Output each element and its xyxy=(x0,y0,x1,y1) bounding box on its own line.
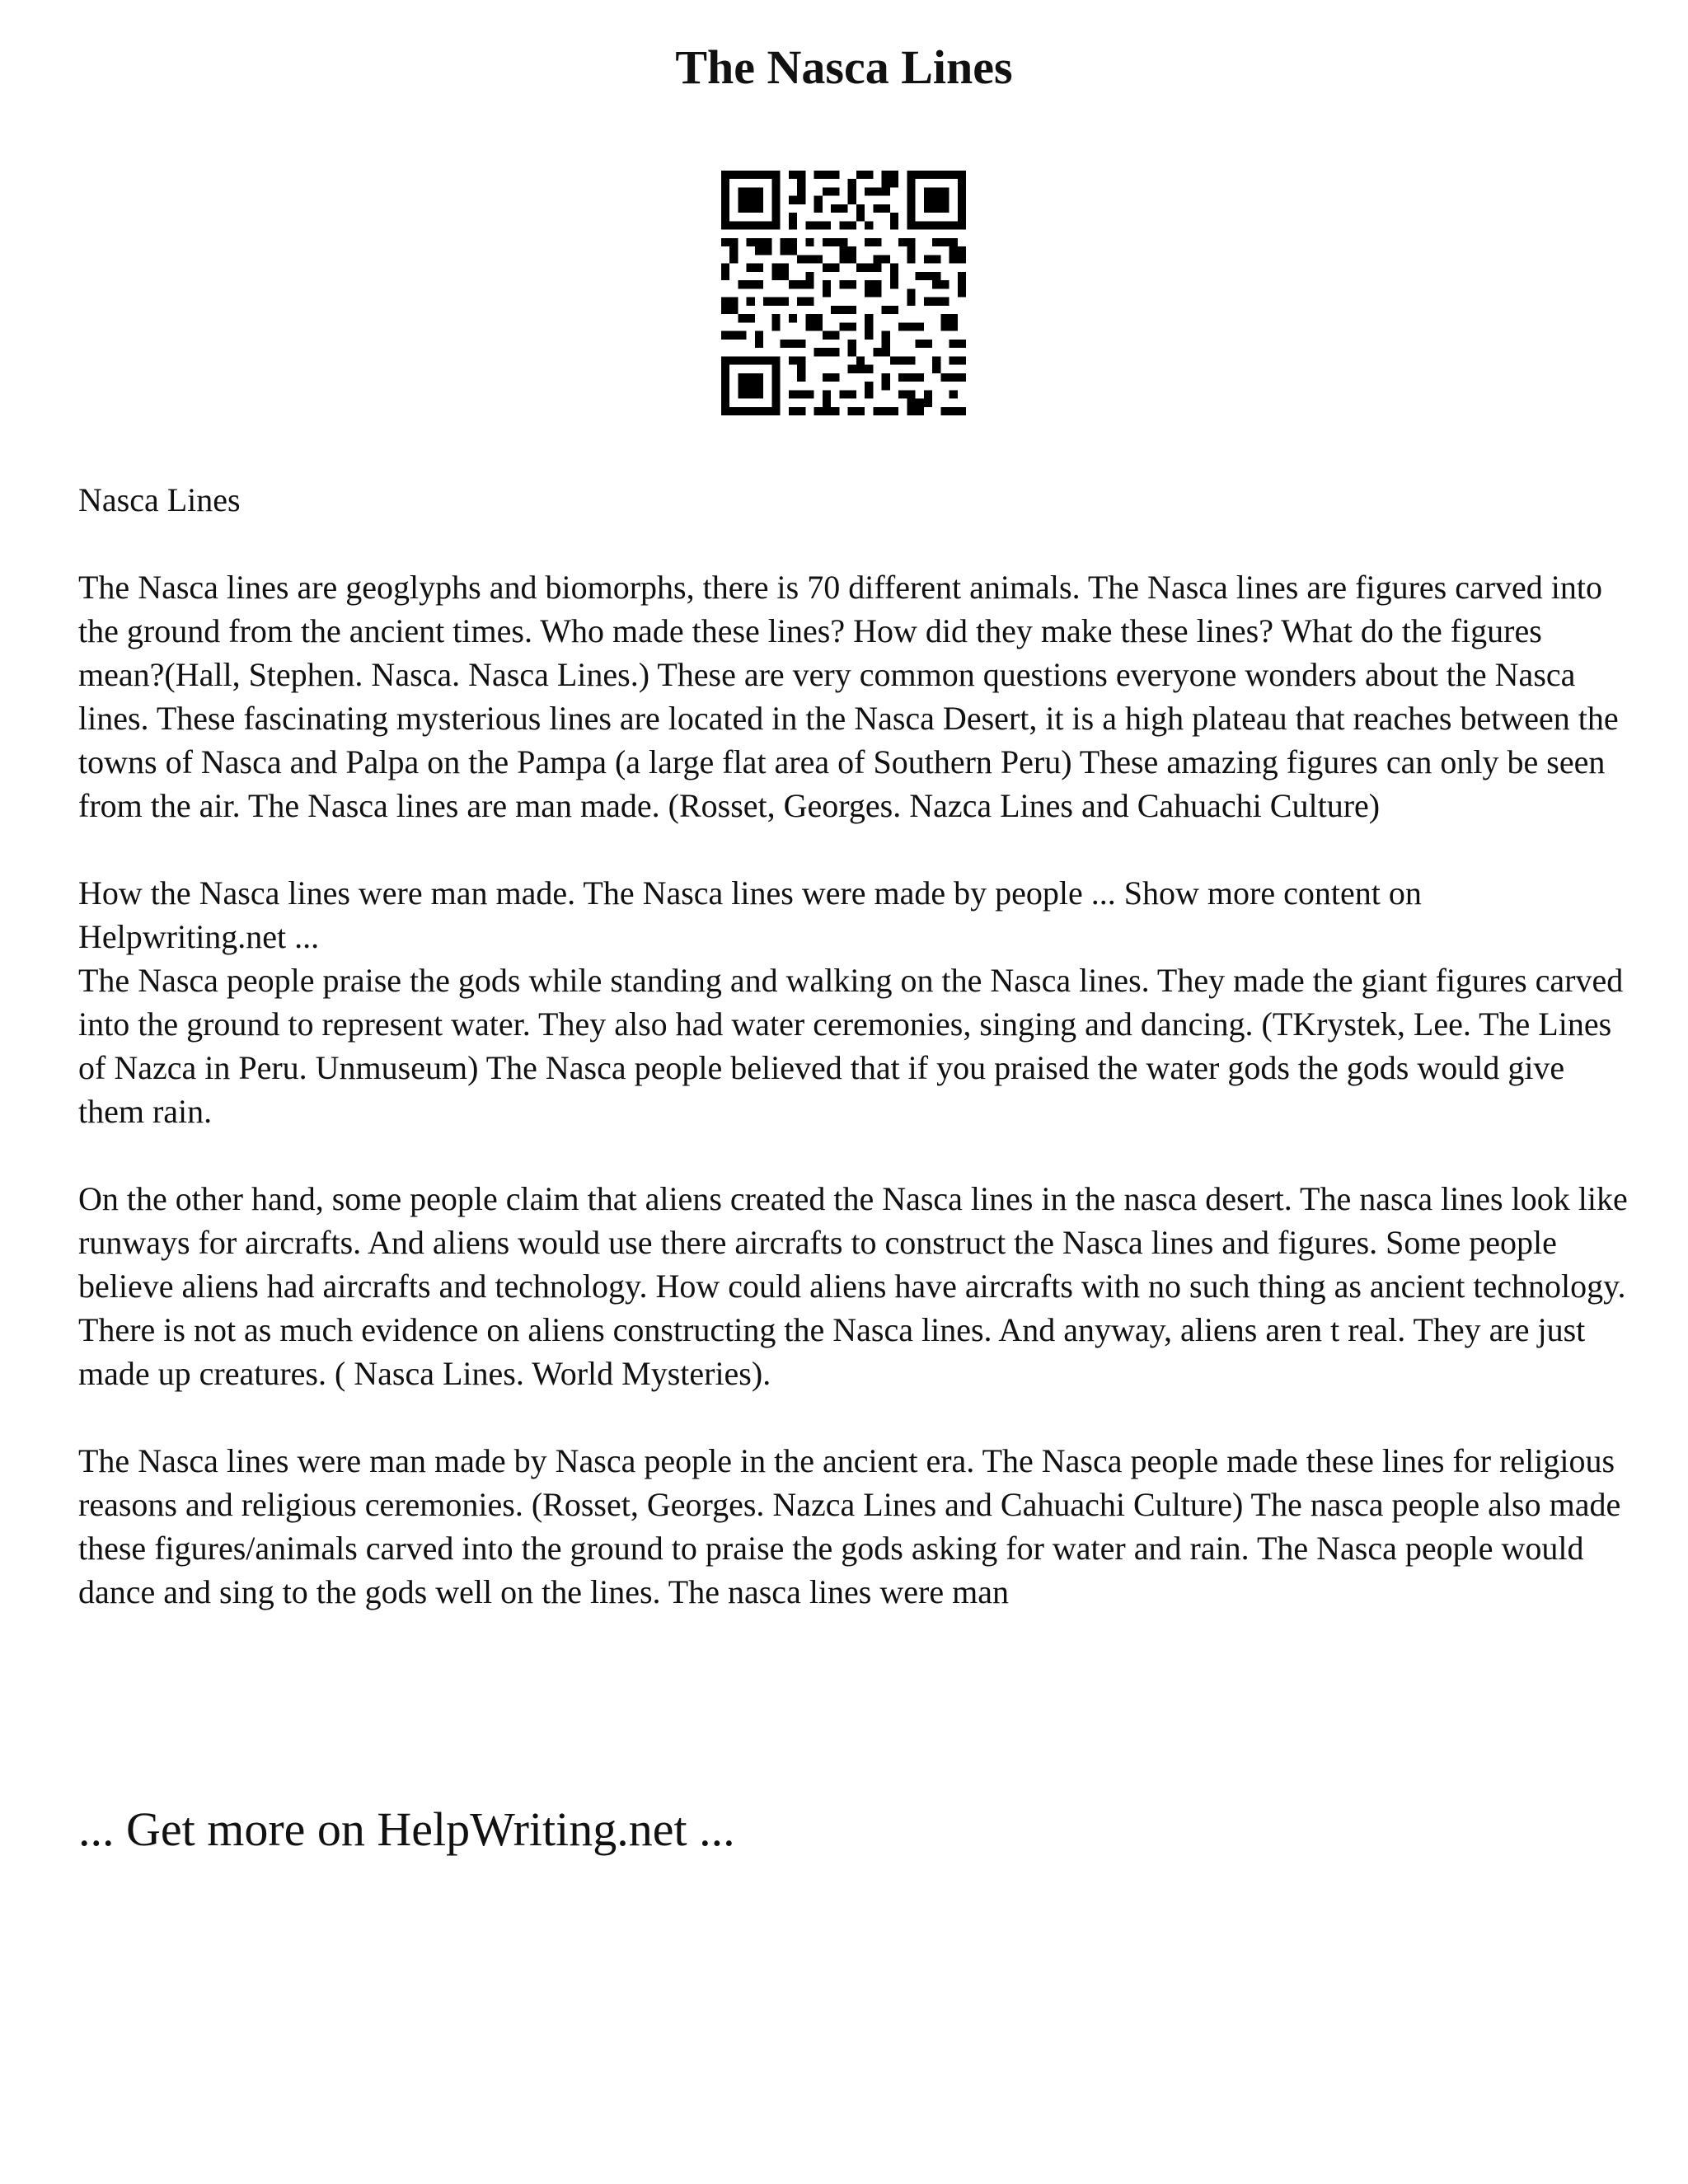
paragraph-aliens: On the other hand, some people claim that aliens created the Nasca lines in the nasca desert. The nasca lines look like runways for aircrafts. And aliens would use there aircrafts to construct the Nasca lines and figures. Some people believe aliens had aircrafts and technology. How could aliens have aircrafts with no such thing as ancient technology. There is not as much evidence on aliens constructing the Nasca lines. And anyway, aliens aren t real. They are just made up creatures. ( Nasca Lines. World Mysteries). xyxy=(78,1180,1628,1392)
paragraph-how-made: How the Nasca lines were man made. The Nasca lines were made by people ... Show more content on Helpwriting.net ... xyxy=(78,874,1422,955)
section-heading: Nasca Lines xyxy=(78,481,241,518)
paragraph-conclusion: The Nasca lines were man made by Nasca people in the ancient era. The Nasca people made these lines for religious reasons and religious ceremonies. (Rosset, Georges. Nazca Lines and Cahuachi Culture) The nasca people also made these figures/animals carved into the ground to praise the gods asking for water and rain. The Nasca people would dance and sing to the gods well on the lines. The nasca lines were man xyxy=(78,1442,1621,1610)
page-title: The Nasca Lines xyxy=(675,40,1013,94)
qr-code-icon[interactable] xyxy=(721,171,966,415)
paragraph-intro: The Nasca lines are geoglyphs and biomorphs, there is 70 different animals. The Nasca lines are figures carved into the ground from the ancient times. Who made these lines? How did they make these lines? What do the figures mean?(Hall, Stephen. Nasca. Nasca Lines.) These are very common questions everyone wonders about the Nasca lines. These fascinating mysterious lines are located in the Nasca Desert, it is a high plateau that reaches between the towns of Nasca and Palpa on the Pampa (a large flat area of Southern Peru) These amazing figures can only be seen from the air. The Nasca lines are man made. (Rosset, Georges. Nazca Lines and Cahuachi Culture) xyxy=(78,569,1619,824)
document-body xyxy=(78,478,1628,1614)
get-more-link[interactable]: ... Get more on HelpWriting.net ... xyxy=(78,1802,735,1856)
paragraph-praise: The Nasca people praise the gods while standing and walking on the Nasca lines. They made the giant figures carved into the ground to represent water. They also had water ceremonies, singing and dancing. (TKrystek, Lee. The Lines of Nazca in Peru. Unmuseum) The Nasca people believed that if you praised the water gods the gods would give them rain. xyxy=(78,962,1624,1130)
